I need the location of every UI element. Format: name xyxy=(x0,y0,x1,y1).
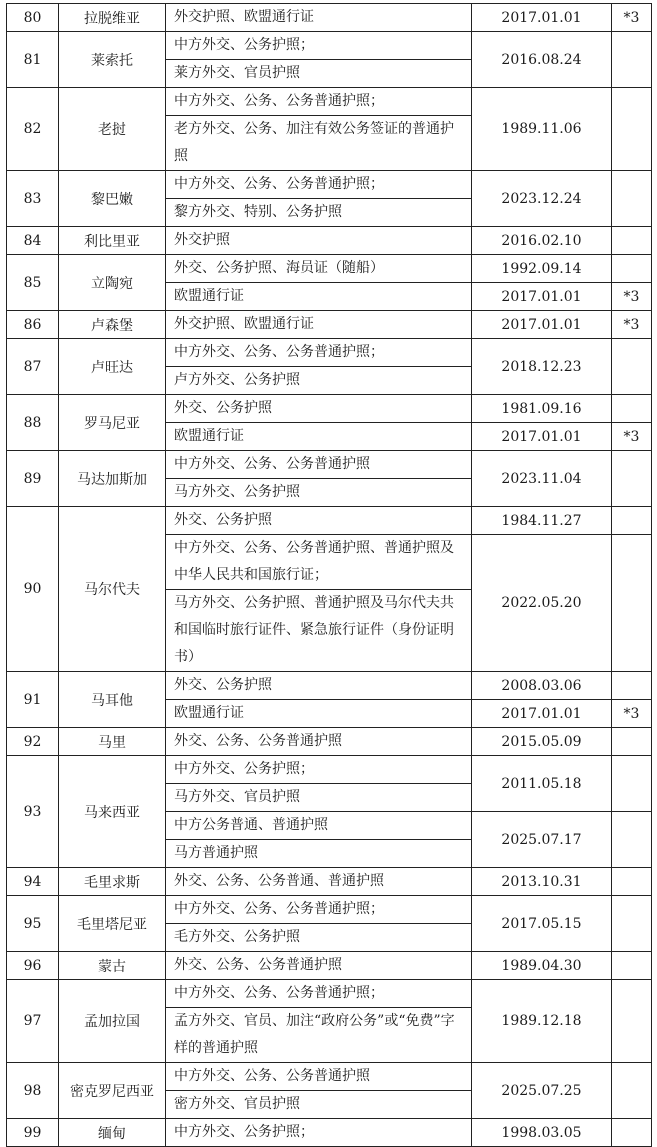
effective-date: 1998.03.05 xyxy=(472,1119,612,1147)
document-types: 欧盟通行证 xyxy=(166,700,472,728)
effective-date: 1992.09.14 xyxy=(472,255,612,283)
row-number: 82 xyxy=(7,88,59,171)
effective-date: 2017.01.01 xyxy=(472,700,612,728)
country-name: 卢旺达 xyxy=(59,339,166,395)
document-types: 外交、公务、公务普通护照 xyxy=(166,728,472,756)
country-name: 卢森堡 xyxy=(59,311,166,339)
table-row xyxy=(7,339,652,367)
row-number: 81 xyxy=(7,32,59,88)
table-row xyxy=(7,728,652,756)
effective-date: 2011.05.18 xyxy=(472,756,612,812)
table-body xyxy=(7,4,652,1147)
document-types: 中方外交、公务、公务普通护照、普通护照及中华人民共和国旅行证； xyxy=(166,535,472,590)
country-name: 缅甸 xyxy=(59,1119,166,1147)
remark xyxy=(612,451,652,507)
table-row xyxy=(7,4,652,32)
effective-date: 2017.01.01 xyxy=(472,423,612,451)
document-types: 莱方外交、官员护照 xyxy=(166,60,472,88)
remark: *3 xyxy=(612,311,652,339)
remark xyxy=(612,255,652,283)
document-types: 密方外交、官员护照 xyxy=(166,1091,472,1119)
country-name: 立陶宛 xyxy=(59,255,166,311)
row-number: 86 xyxy=(7,311,59,339)
remark xyxy=(612,672,652,700)
effective-date: 2008.03.06 xyxy=(472,672,612,700)
effective-date: 2016.02.10 xyxy=(472,227,612,255)
remark xyxy=(612,88,652,171)
table-row xyxy=(7,507,652,535)
row-number: 97 xyxy=(7,980,59,1063)
document-types: 中方外交、公务护照； xyxy=(166,32,472,60)
effective-date: 2025.07.17 xyxy=(472,812,612,868)
effective-date: 2018.12.23 xyxy=(472,339,612,395)
document-types: 外交、公务、公务普通护照 xyxy=(166,952,472,980)
document-types: 中方外交、公务、公务普通护照； xyxy=(166,88,472,116)
remark: *3 xyxy=(612,423,652,451)
table-row xyxy=(7,395,652,423)
row-number: 87 xyxy=(7,339,59,395)
document-types: 老方外交、公务、加注有效公务签证的普通护照 xyxy=(166,116,472,171)
country-name: 孟加拉国 xyxy=(59,980,166,1063)
effective-date: 1984.11.27 xyxy=(472,507,612,535)
document-types: 孟方外交、官员、加注“政府公务”或“免费”字样的普通护照 xyxy=(166,1008,472,1063)
table-row xyxy=(7,171,652,199)
document-types: 马方外交、公务护照 xyxy=(166,479,472,507)
table-row xyxy=(7,255,652,283)
row-number: 84 xyxy=(7,227,59,255)
country-name: 马达加斯加 xyxy=(59,451,166,507)
table-row xyxy=(7,1119,652,1147)
table-row xyxy=(7,672,652,700)
remark xyxy=(612,980,652,1063)
visa-exemption-table xyxy=(6,3,652,1147)
row-number: 96 xyxy=(7,952,59,980)
table-row xyxy=(7,868,652,896)
document-types: 外交、公务、公务普通、普通护照 xyxy=(166,868,472,896)
document-types: 中方外交、公务、公务普通护照； xyxy=(166,171,472,199)
remark xyxy=(612,1119,652,1147)
remark xyxy=(612,756,652,812)
effective-date: 2023.11.04 xyxy=(472,451,612,507)
country-name: 拉脱维亚 xyxy=(59,4,166,32)
document-types: 黎方外交、特别、公务护照 xyxy=(166,199,472,227)
country-name: 蒙古 xyxy=(59,952,166,980)
remark xyxy=(612,1063,652,1119)
document-types: 欧盟通行证 xyxy=(166,283,472,311)
effective-date: 2017.01.01 xyxy=(472,283,612,311)
document-types: 外交护照 xyxy=(166,227,472,255)
row-number: 90 xyxy=(7,507,59,672)
country-name: 莱索托 xyxy=(59,32,166,88)
table-row xyxy=(7,311,652,339)
remark xyxy=(612,171,652,227)
document-types: 外交、公务护照、海员证（随船） xyxy=(166,255,472,283)
row-number: 95 xyxy=(7,896,59,952)
country-name: 毛里塔尼亚 xyxy=(59,896,166,952)
effective-date: 2025.07.25 xyxy=(472,1063,612,1119)
remark xyxy=(612,952,652,980)
table-row xyxy=(7,756,652,784)
country-name: 老挝 xyxy=(59,88,166,171)
document-types: 中方外交、公务护照； xyxy=(166,756,472,784)
document-types: 马方外交、官员护照 xyxy=(166,784,472,812)
document-types: 欧盟通行证 xyxy=(166,423,472,451)
effective-date: 1981.09.16 xyxy=(472,395,612,423)
effective-date: 2013.10.31 xyxy=(472,868,612,896)
row-number: 94 xyxy=(7,868,59,896)
remark: *3 xyxy=(612,700,652,728)
row-number: 99 xyxy=(7,1119,59,1147)
country-name: 马耳他 xyxy=(59,672,166,728)
effective-date: 1989.11.06 xyxy=(472,88,612,171)
effective-date: 2023.12.24 xyxy=(472,171,612,227)
document-types: 马方普通护照 xyxy=(166,840,472,868)
document-types: 马方外交、公务护照、普通护照及马尔代夫共和国临时旅行证件、紧急旅行证件（身份证明书） xyxy=(166,590,472,672)
remark: *3 xyxy=(612,283,652,311)
row-number: 85 xyxy=(7,255,59,311)
effective-date: 1989.12.18 xyxy=(472,980,612,1063)
table-row xyxy=(7,980,652,1008)
effective-date: 2022.05.20 xyxy=(472,535,612,672)
country-name: 利比里亚 xyxy=(59,227,166,255)
effective-date: 2015.05.09 xyxy=(472,728,612,756)
document-types: 中方外交、公务、公务普通护照 xyxy=(166,451,472,479)
document-types: 毛方外交、公务护照 xyxy=(166,924,472,952)
document-types: 外交、公务护照 xyxy=(166,507,472,535)
country-name: 黎巴嫩 xyxy=(59,171,166,227)
remark xyxy=(612,507,652,535)
document-types: 中方公务普通、普通护照 xyxy=(166,812,472,840)
remark: *3 xyxy=(612,4,652,32)
remark xyxy=(612,227,652,255)
effective-date: 2017.05.15 xyxy=(472,896,612,952)
remark xyxy=(612,896,652,952)
document-types: 卢方外交、公务护照 xyxy=(166,367,472,395)
table-row xyxy=(7,227,652,255)
effective-date: 1989.04.30 xyxy=(472,952,612,980)
remark xyxy=(612,395,652,423)
document-types: 中方外交、公务、公务普通护照； xyxy=(166,339,472,367)
remark xyxy=(612,868,652,896)
row-number: 92 xyxy=(7,728,59,756)
document-types: 外交护照、欧盟通行证 xyxy=(166,4,472,32)
country-name: 罗马尼亚 xyxy=(59,395,166,451)
remark xyxy=(612,812,652,868)
document-types: 中方外交、公务、公务普通护照 xyxy=(166,1063,472,1091)
effective-date: 2017.01.01 xyxy=(472,311,612,339)
document-types: 外交护照、欧盟通行证 xyxy=(166,311,472,339)
table-row xyxy=(7,88,652,116)
row-number: 93 xyxy=(7,756,59,868)
remark xyxy=(612,32,652,88)
effective-date: 2016.08.24 xyxy=(472,32,612,88)
document-types: 外交、公务护照 xyxy=(166,395,472,423)
row-number: 88 xyxy=(7,395,59,451)
document-types: 中方外交、公务护照； xyxy=(166,1119,472,1147)
country-name: 毛里求斯 xyxy=(59,868,166,896)
effective-date: 2017.01.01 xyxy=(472,4,612,32)
document-types: 中方外交、公务、公务普通护照； xyxy=(166,980,472,1008)
table-row xyxy=(7,1063,652,1091)
table-row xyxy=(7,32,652,60)
remark xyxy=(612,535,652,672)
remark xyxy=(612,728,652,756)
country-name: 马里 xyxy=(59,728,166,756)
remark xyxy=(612,339,652,395)
row-number: 83 xyxy=(7,171,59,227)
document-types: 外交、公务护照 xyxy=(166,672,472,700)
table-row xyxy=(7,451,652,479)
document-types: 中方外交、公务、公务普通护照； xyxy=(166,896,472,924)
row-number: 91 xyxy=(7,672,59,728)
country-name: 密克罗尼西亚 xyxy=(59,1063,166,1119)
row-number: 80 xyxy=(7,4,59,32)
table-row xyxy=(7,952,652,980)
row-number: 89 xyxy=(7,451,59,507)
country-name: 马尔代夫 xyxy=(59,507,166,672)
table-row xyxy=(7,896,652,924)
country-name: 马来西亚 xyxy=(59,756,166,868)
row-number: 98 xyxy=(7,1063,59,1119)
